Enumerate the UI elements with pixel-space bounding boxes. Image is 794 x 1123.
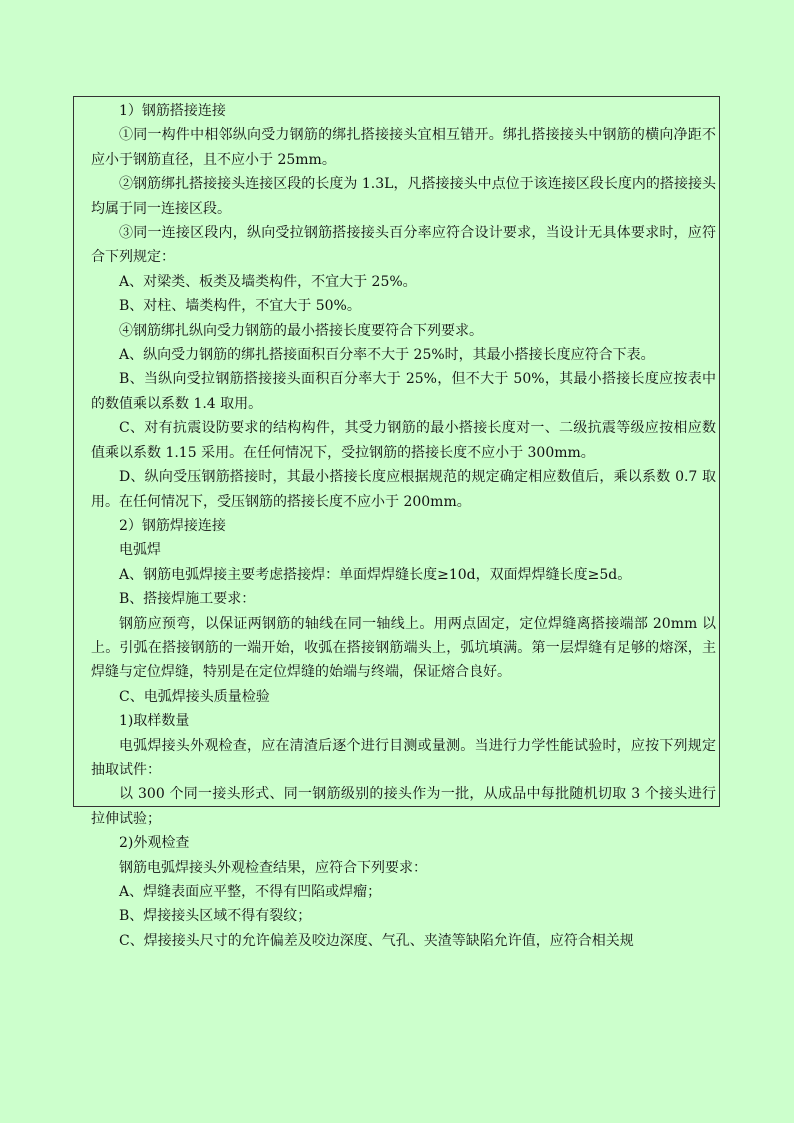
paragraph-22: A、焊缝表面应平整，不得有凹陷或焊瘤； bbox=[119, 884, 382, 900]
heading-sampling: 1)取样数量 bbox=[119, 713, 190, 730]
document-body bbox=[91, 99, 716, 953]
paragraph-19: 以 300 个同一接头形式、同一钢筋级别的接头作为一批，从成品中每批随机切取 3 个接头进行拉伸试验； bbox=[91, 786, 716, 827]
document-frame bbox=[73, 96, 720, 949]
paragraph-2: ②钢筋绑扎搭接接头连接区段的长度为 1.3L，凡搭接接头中点位于该连接区段长度内的搭接接头均属于同一连接区段。 bbox=[91, 176, 716, 217]
heading-visual-check: 2)外观检查 bbox=[119, 835, 190, 852]
paragraph-21: 钢筋电弧焊接头外观检查结果，应符合下列要求： bbox=[119, 859, 427, 876]
paragraph-13: A、钢筋电弧焊接主要考虑搭接焊：单面焊焊缝长度≥10d，双面焊焊缝长度≥5d。 bbox=[119, 566, 632, 583]
heading-welding: 2）钢筋焊接连接 bbox=[119, 517, 226, 534]
paragraph-1: ①同一构件中相邻纵向受力钢筋的绑扎搭接接头宜相互错开。绑扎搭接接头中钢筋的横向净距不应小于钢筋直径，且不应小于 25mm。 bbox=[91, 127, 716, 168]
paragraph-18: 电弧焊接头外观检查，应在清渣后逐个进行目测或量测。当进行力学性能试验时，应按下列规定抽取试件： bbox=[91, 737, 716, 778]
paragraph-7: A、纵向受力钢筋的绑扎搭接面积百分率不大于 25%时，其最小搭接长度应符合下表。 bbox=[119, 347, 655, 364]
paragraph-4: A、对梁类、板类及墙类构件，不宜大于 25%。 bbox=[119, 273, 417, 290]
paragraph-6: ④钢筋绑扎纵向受力钢筋的最小搭接长度要符合下列要求。 bbox=[119, 322, 483, 339]
paragraph-23: B、焊接接头区域不得有裂纹； bbox=[119, 908, 312, 925]
heading-lap-splice: 1）钢筋搭接连接 bbox=[119, 103, 226, 119]
paragraph-15: 钢筋应预弯，以保证两钢筋的轴线在同一轴线上。用两点固定，定位焊缝离搭接端部 20mm 以上。引弧在搭接钢筋的一端开始，收弧在搭接钢筋端头上，弧坑填满。第一层焊缝有足够的熔深，主焊缝与定位焊缝，特别是在定位焊缝的始端与终端，保证熔合良好。 bbox=[91, 615, 716, 681]
paragraph-14: B、搭接焊施工要求： bbox=[119, 591, 256, 608]
paragraph-5: B、对柱、墙类构件，不宜大于 50%。 bbox=[119, 298, 361, 315]
paragraph-9: C、对有抗震设防要求的结构构件，其受力钢筋的最小搭接长度对一、二级抗震等级应按相应数值乘以系数 1.15 采用。在任何情况下，受拉钢筋的搭接长度不应小于 300mm。 bbox=[91, 420, 716, 461]
paragraph-3: ③同一连接区段内，纵向受拉钢筋搭接接头百分率应符合设计要求，当设计无具体要求时，应符合下列规定： bbox=[91, 225, 716, 266]
paragraph-8: B、当纵向受拉钢筋搭接接头面积百分率大于 25%，但不大于 50%，其最小搭接长度应按表中的数值乘以系数 1.4 取用。 bbox=[91, 371, 716, 412]
heading-quality-inspection: C、电弧焊接头质量检验 bbox=[119, 688, 270, 705]
paragraph-24: C、焊接接头尺寸的允许偏差及咬边深度、气孔、夹渣等缺陷允许值，应符合相关规 bbox=[119, 932, 634, 949]
paragraph-10: D、纵向受压钢筋搭接时，其最小搭接长度应根据规范的规定确定相应数值后，乘以系数 0.7 取用。在任何情况下，受压钢筋的搭接长度不应小于 200mm。 bbox=[91, 469, 716, 510]
heading-arc-welding: 电弧焊 bbox=[119, 542, 161, 559]
